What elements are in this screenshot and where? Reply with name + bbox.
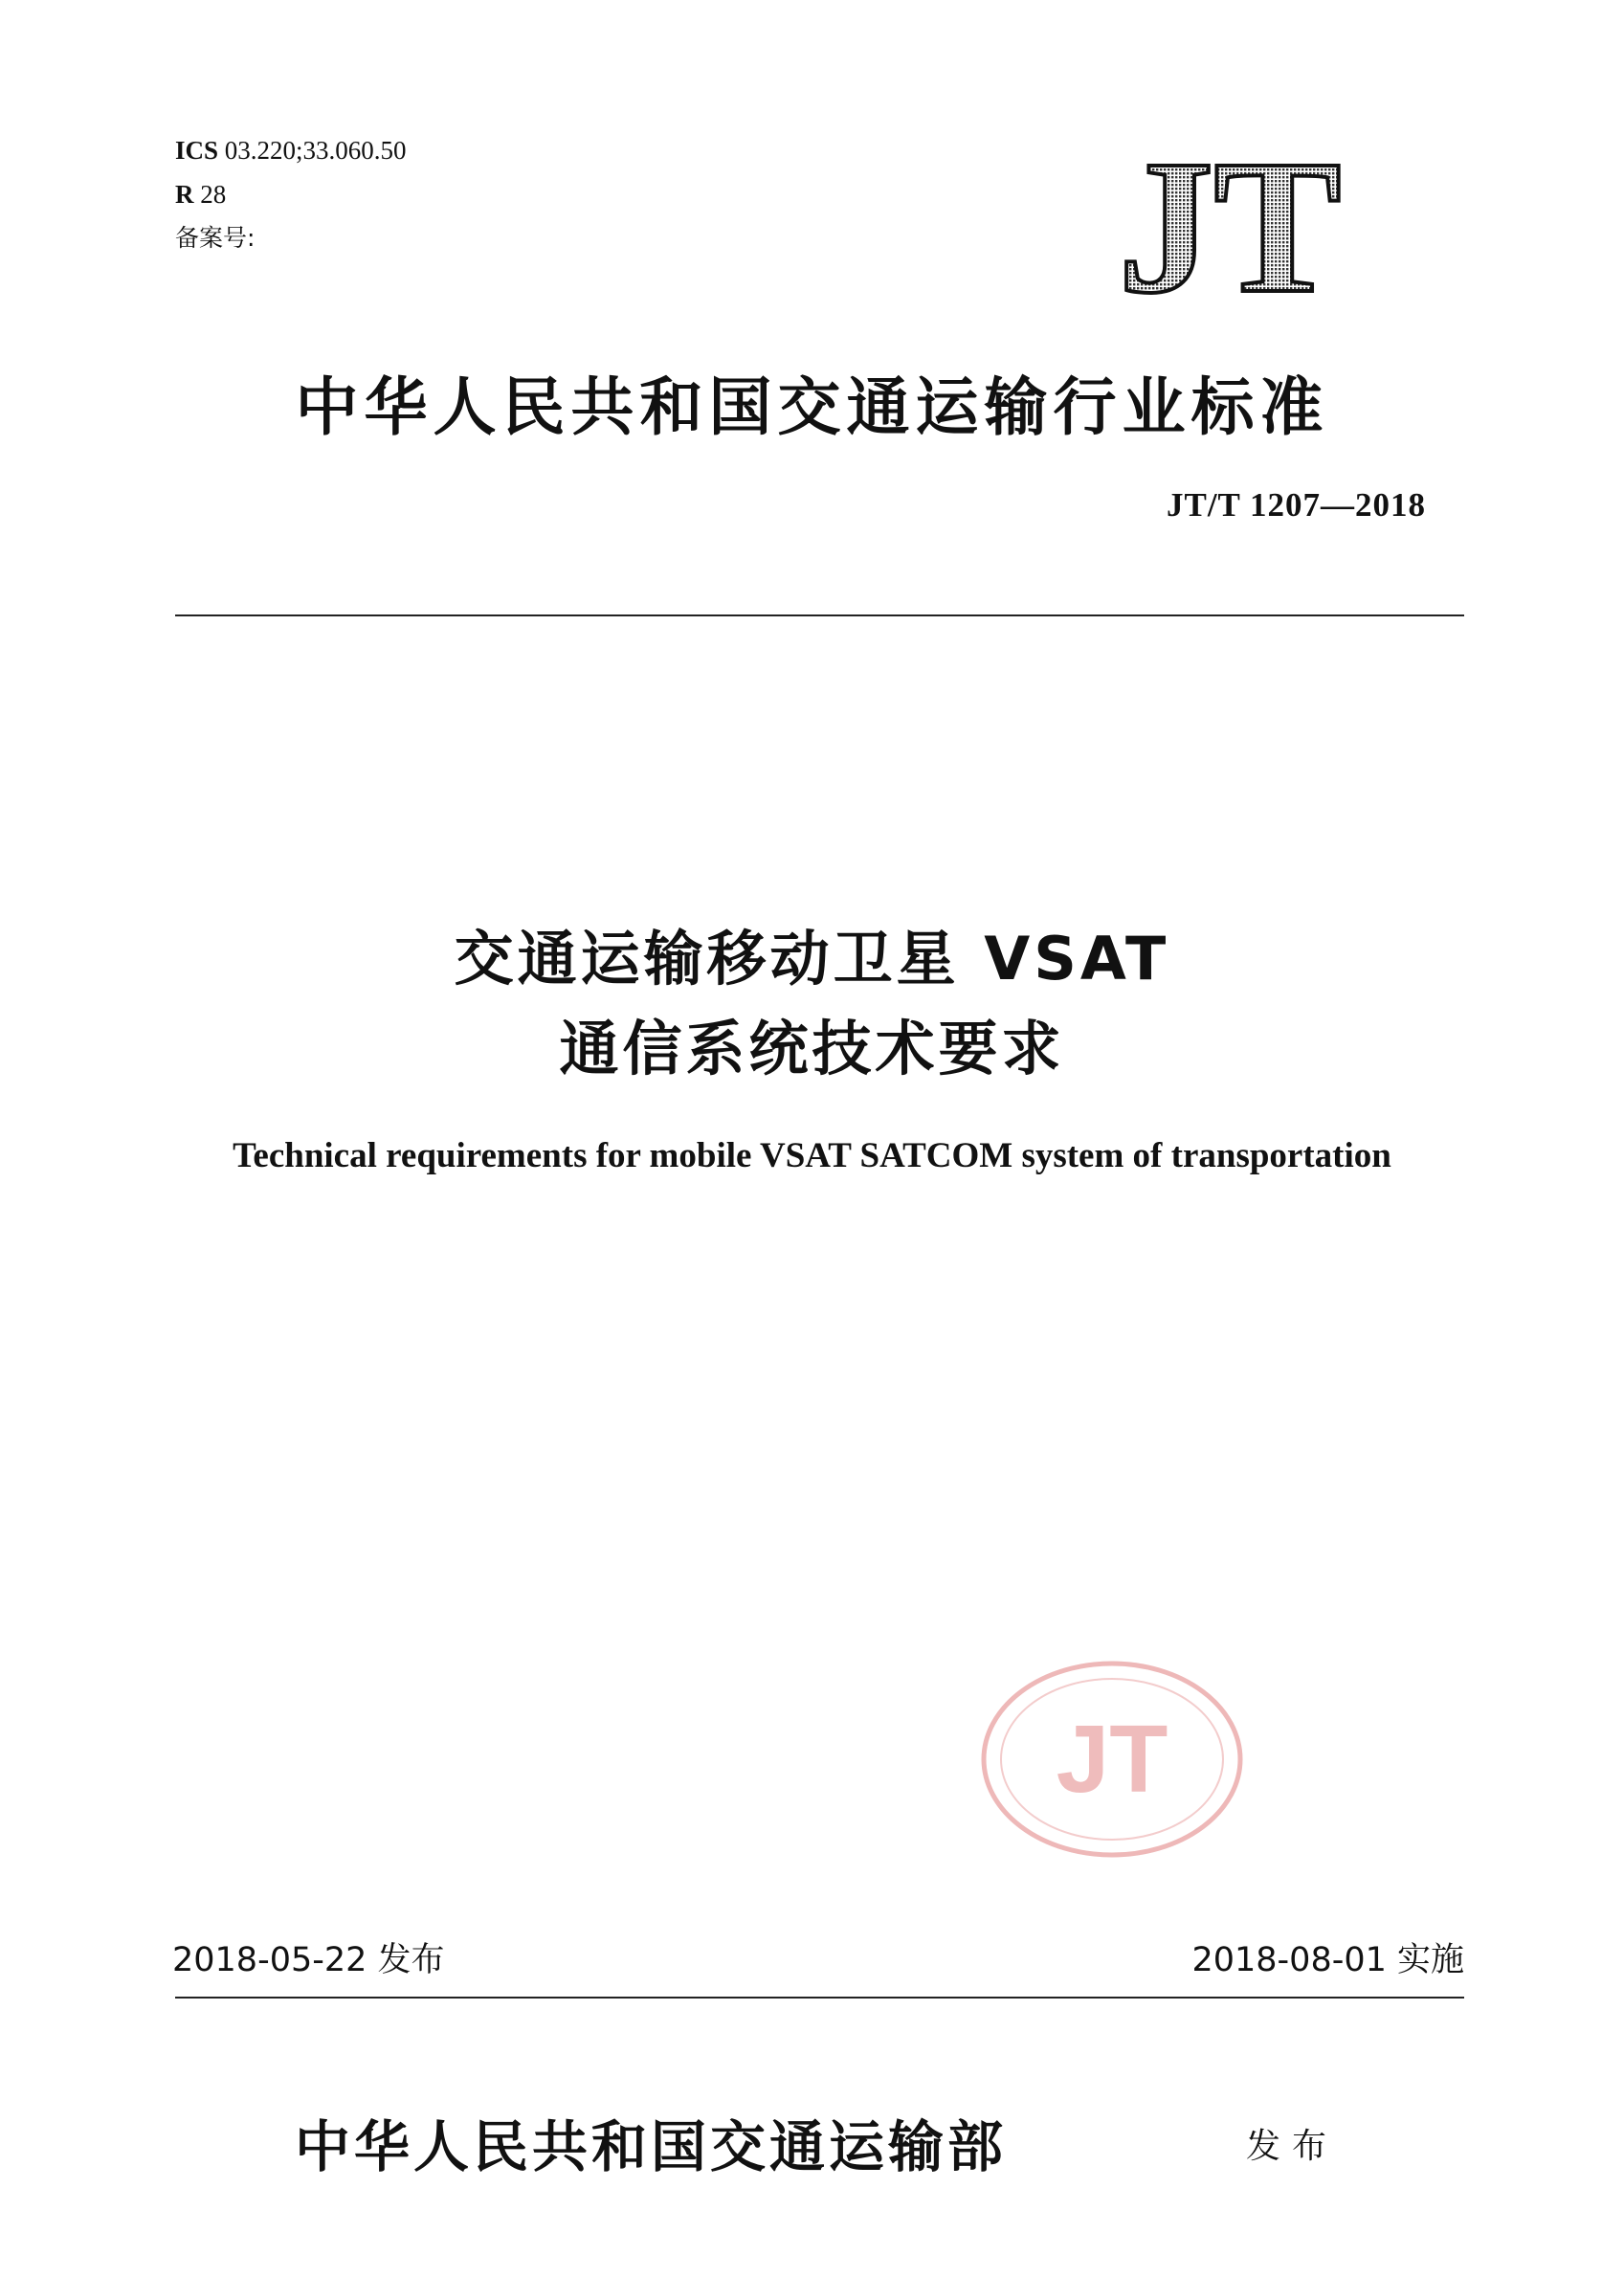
filing-number: 备案号: [175,224,256,252]
jt-seal-watermark [978,1658,1246,1861]
issue-date: 2018-05-22 发布 [172,1941,445,1979]
standard-code: JT/T 1207—2018 [1166,486,1426,524]
title-cn-line1: 交通运输移动卫星 VSAT [454,924,1170,994]
ics-value: 03.220;33.060.50 [224,136,407,165]
logo-text: JT [1118,142,1342,304]
jt-logo-icon [1072,142,1388,304]
issuer-name: 中华人民共和国交通运输部 [295,2114,1008,2179]
ccs-label: R [175,180,194,209]
ccs-value: 28 [200,180,227,209]
classification-block [175,128,407,260]
ics-label: ICS [175,136,219,165]
ics-row [175,128,407,172]
top-divider [175,614,1464,616]
title-en: Technical requirements for mobile VSAT SATCOM system of transportation [233,1136,1391,1175]
seal-text: JT [1056,1706,1168,1813]
standard-category: 中华人民共和国交通运输行业标准 [295,370,1329,444]
bottom-divider [175,1997,1464,1999]
issuer-action: 发布 [1246,2127,1339,2166]
title-cn-line2: 通信系统技术要求 [559,1014,1065,1083]
ccs-row [175,172,407,216]
effective-date: 2018-08-01 实施 [1191,1941,1464,1979]
